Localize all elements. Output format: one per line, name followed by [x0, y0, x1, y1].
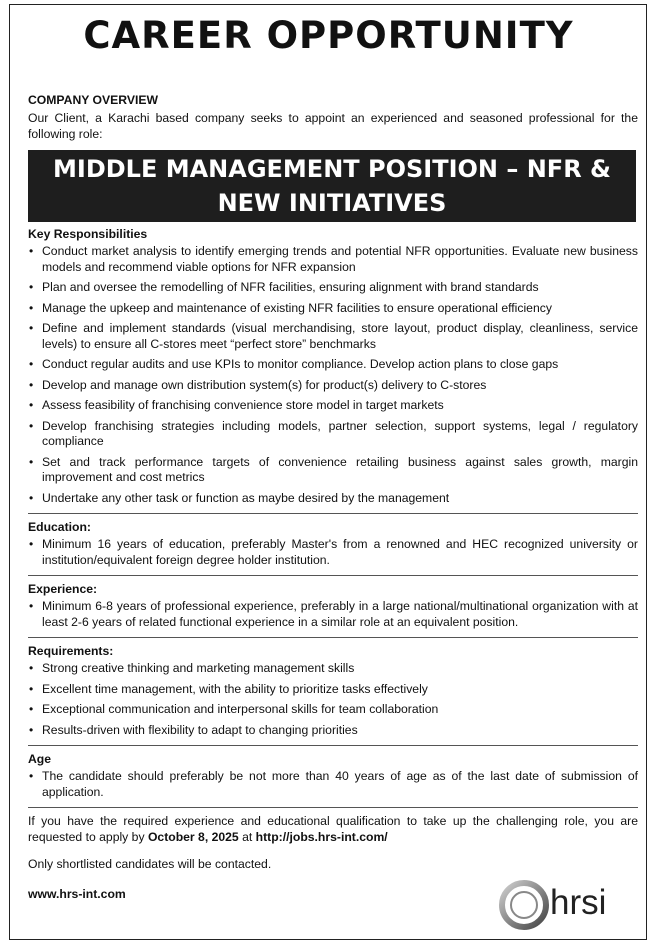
list-item: • Results-driven with flexibility to adapt to changing priorities: [29, 722, 358, 737]
advert-body: [28, 93, 638, 902]
list-item: • Strong creative thinking and marketing management skills: [29, 661, 355, 675]
list-item: • Conduct regular audits and use KPIs to monitor compliance. Develop action plans to close gaps: [29, 357, 559, 371]
bullet-icon: •: [29, 769, 34, 783]
bullet-icon: •: [29, 454, 34, 469]
list-item: • Undertake any other task or function as maybe desired by the management: [29, 490, 450, 505]
section-divider: [28, 513, 638, 514]
company-overview-heading: COMPANY OVERVIEW: [28, 93, 159, 107]
section-divider: [28, 575, 638, 576]
bullet-icon: •: [29, 321, 34, 335]
bullet-icon: •: [29, 398, 34, 412]
age-heading: Age: [28, 752, 52, 766]
list-item: • Minimum 6-8 years of professional experience, preferably in a large national/multinational organization with at least 2-6 years of related functional experience in a similar role at an equivalent position.: [29, 599, 638, 629]
logo-wordmark: hrsi: [550, 883, 607, 922]
list-item: • Set and track performance targets of convenience retailing business against sales growth, margin improvement and cost metrics: [29, 454, 638, 484]
list-item: • Develop and manage own distribution system(s) for product(s) delivery to C-stores: [29, 377, 487, 392]
bullet-icon: •: [29, 357, 34, 371]
list-item: • Develop franchising strategies including models, partner selection, support systems, legal / regulatory compliance: [29, 418, 638, 448]
list-item: • Plan and oversee the remodelling of NFR facilities, ensuring alignment with brand standards: [29, 280, 539, 294]
section-divider: [28, 637, 638, 638]
experience-heading: Experience:: [28, 582, 98, 596]
website-link[interactable]: www.hrs-int.com: [28, 886, 126, 901]
company-overview-text: Our Client, a Karachi based company seeks to appoint an experienced and seasoned professional for the following role:: [28, 111, 638, 141]
list-item: • Assess feasibility of franchising convenience store model in target markets: [29, 398, 444, 412]
bullet-icon: •: [29, 377, 34, 392]
list-item: • Exceptional communication and interpersonal skills for team collaboration: [29, 702, 439, 716]
responsibilities-list: [28, 244, 638, 506]
apply-link[interactable]: http://jobs.hrs-int.com/: [255, 829, 388, 844]
responsibilities-heading: Key Responsibilities: [28, 227, 148, 241]
experience-list: [28, 599, 638, 630]
bullet-icon: •: [29, 681, 34, 696]
application-deadline: October 8, 2025: [147, 829, 239, 844]
list-item: • Manage the upkeep and maintenance of existing NFR facilities to ensure operational efficiency: [29, 300, 552, 315]
requirements-list: [28, 661, 638, 738]
section-divider: [28, 745, 638, 746]
section-divider: [28, 807, 638, 808]
list-item: • Conduct market analysis to identify emerging trends and potential NFR opportunities. Evaluate new business models and recommend viable options for NFR expansion: [29, 244, 638, 274]
bullet-icon: •: [29, 244, 34, 258]
list-item: • Minimum 16 years of education, preferably Master's from a renowned and HEC recognized university or institution/equivalent foreign degree holder institution.: [29, 537, 638, 567]
bullet-icon: •: [29, 537, 34, 551]
bullet-icon: •: [29, 418, 34, 433]
position-title-banner: MIDDLE MANAGEMENT POSITION – NFR & NEW INITIATIVES: [28, 150, 636, 222]
apply-instructions: If you have the required experience and educational qualification to take up the challenging role, you are requested to apply by October 8, 2025 at http://jobs.hrs-int.com/: [28, 814, 638, 844]
bullet-icon: •: [29, 490, 34, 505]
bullet-icon: •: [29, 300, 34, 315]
education-heading: Education:: [28, 520, 91, 534]
shortlist-note: Only shortlisted candidates will be contacted.: [28, 857, 272, 871]
age-list: [28, 769, 638, 800]
bullet-icon: •: [29, 722, 34, 737]
education-list: [28, 537, 638, 568]
requirements-heading: Requirements:: [28, 644, 114, 658]
bullet-icon: •: [29, 702, 34, 716]
list-item: • Excellent time management, with the ability to prioritize tasks effectively: [29, 681, 428, 696]
hrsi-logo: [497, 877, 637, 932]
hrsi-swirl-icon: [497, 877, 553, 933]
bullet-icon: •: [29, 280, 34, 294]
page-title: CAREER OPPORTUNITY: [83, 14, 574, 57]
bullet-icon: •: [29, 661, 34, 675]
bullet-icon: •: [29, 599, 34, 613]
list-item: • The candidate should preferably be not more than 40 years of age as of the last date of submission of application.: [29, 769, 638, 799]
list-item: • Define and implement standards (visual merchandising, store layout, product display, cleanliness, service levels) to ensure all C-stores meet “perfect store” benchmarks: [29, 321, 638, 351]
